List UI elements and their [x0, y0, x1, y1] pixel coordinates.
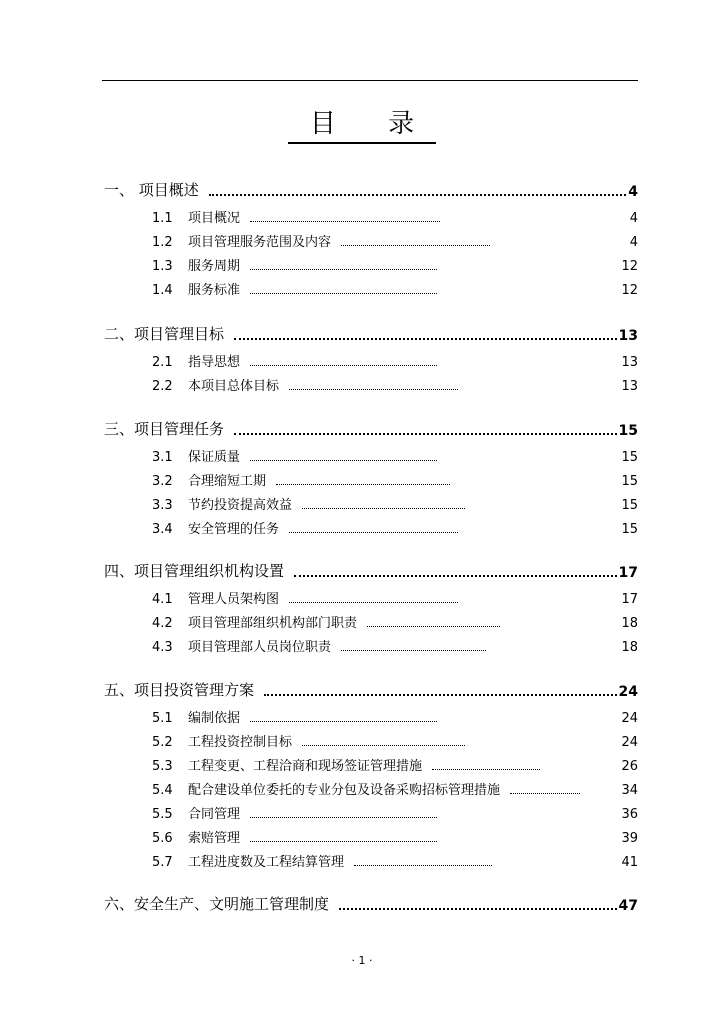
- toc-item-label: 工程投资控制目标: [188, 735, 293, 750]
- toc-item-label: 项目管理部人员岗位职责: [188, 640, 332, 655]
- dot-leader: [289, 602, 458, 603]
- toc-item[interactable]: [152, 493, 638, 513]
- dot-leader: [209, 194, 626, 196]
- toc-section-page: 47: [618, 898, 638, 914]
- toc-item-page: 4: [629, 211, 638, 226]
- dot-leader: [250, 817, 437, 818]
- toc-section-label: 二、项目管理目标: [104, 325, 225, 343]
- toc-item[interactable]: [152, 706, 638, 726]
- toc-section-4[interactable]: [104, 557, 638, 581]
- toc-item[interactable]: [152, 826, 638, 846]
- dot-leader: [264, 694, 617, 696]
- dot-leader: [341, 245, 490, 246]
- toc-item-label: 索赔管理: [188, 831, 241, 846]
- toc-item-number: 1.2: [152, 235, 173, 250]
- toc-section-label: 五、项目投资管理方案: [104, 681, 255, 699]
- dot-leader: [234, 433, 617, 435]
- toc-item-label: 节约投资提高效益: [188, 498, 293, 513]
- toc-item-number: 5.4: [152, 783, 173, 798]
- dot-leader: [354, 865, 492, 866]
- toc-item-page: 41: [621, 855, 638, 870]
- toc-item-page: 18: [621, 640, 638, 655]
- toc-section-page: 15: [618, 423, 638, 439]
- toc-item-label: 指导思想: [188, 355, 241, 370]
- dot-leader: [432, 769, 540, 770]
- toc-item-page: 15: [621, 450, 638, 465]
- toc-item-number: 3.4: [152, 522, 173, 537]
- toc-item-label: 安全管理的任务: [188, 522, 280, 537]
- dot-leader: [276, 484, 450, 485]
- toc-item-page: 12: [621, 283, 638, 298]
- toc-item[interactable]: [152, 635, 638, 655]
- toc-section-1[interactable]: [104, 176, 638, 200]
- toc-item-page: 26: [621, 759, 638, 774]
- dot-leader: [367, 626, 500, 627]
- toc-item-page: 24: [621, 711, 638, 726]
- toc-item-number: 2.1: [152, 355, 173, 370]
- toc-item[interactable]: [152, 754, 638, 774]
- toc-section-label: 四、项目管理组织机构设置: [104, 562, 285, 580]
- toc-item[interactable]: [152, 730, 638, 750]
- toc-item-label: 工程变更、工程洽商和现场签证管理措施: [188, 759, 423, 774]
- toc-item-number: 1.4: [152, 283, 173, 298]
- toc-item[interactable]: [152, 611, 638, 631]
- toc-item-label: 工程进度数及工程结算管理: [188, 855, 345, 870]
- toc-item-number: 4.3: [152, 640, 173, 655]
- toc-item-page: 15: [621, 498, 638, 513]
- toc-section-page: 4: [628, 184, 638, 200]
- toc-item[interactable]: [152, 469, 638, 489]
- toc-item-label: 保证质量: [188, 450, 241, 465]
- toc-item-page: 13: [621, 379, 638, 394]
- toc-item-number: 3.2: [152, 474, 173, 489]
- toc-title: 目 录: [288, 106, 436, 144]
- toc-section-6[interactable]: [104, 890, 638, 914]
- toc-item-label: 项目概况: [188, 211, 241, 226]
- toc-section-5[interactable]: [104, 676, 638, 700]
- toc-item[interactable]: [152, 230, 638, 250]
- toc-item[interactable]: [152, 206, 638, 226]
- toc-item-page: 15: [621, 522, 638, 537]
- dot-leader: [302, 745, 465, 746]
- toc-item-number: 5.5: [152, 807, 173, 822]
- dot-leader: [250, 460, 437, 461]
- toc-item-page: 13: [621, 355, 638, 370]
- toc-section-page: 13: [618, 328, 638, 344]
- toc-item-label: 管理人员架构图: [188, 592, 280, 607]
- dot-leader: [250, 721, 437, 722]
- toc-item-label: 服务标准: [188, 283, 241, 298]
- toc-item-number: 1.3: [152, 259, 173, 274]
- toc-item-label: 项目管理服务范围及内容: [188, 235, 332, 250]
- toc-item-number: 4.2: [152, 616, 173, 631]
- dot-leader: [250, 841, 437, 842]
- toc-section-page: 24: [618, 684, 638, 700]
- dot-leader: [289, 389, 458, 390]
- toc-item-page: 39: [621, 831, 638, 846]
- toc-item-page: 24: [621, 735, 638, 750]
- toc-item-number: 5.2: [152, 735, 173, 750]
- toc-item-page: 15: [621, 474, 638, 489]
- toc-item-label: 服务周期: [188, 259, 241, 274]
- toc-item-number: 5.6: [152, 831, 173, 846]
- toc-item-number: 5.3: [152, 759, 173, 774]
- toc-item[interactable]: [152, 374, 638, 394]
- dot-leader: [250, 293, 437, 294]
- toc-item-number: 4.1: [152, 592, 173, 607]
- toc-item-number: 2.2: [152, 379, 173, 394]
- toc-item-number: 3.1: [152, 450, 173, 465]
- toc-item-page: 17: [621, 592, 638, 607]
- page-number: · 1 ·: [351, 954, 373, 967]
- toc-item[interactable]: [152, 517, 638, 537]
- toc-section-3[interactable]: [104, 415, 638, 439]
- toc-item-label: 合理缩短工期: [188, 474, 267, 489]
- toc-item-page: 18: [621, 616, 638, 631]
- toc-item-label: 合同管理: [188, 807, 241, 822]
- dot-leader: [341, 650, 486, 651]
- toc-item[interactable]: [152, 802, 638, 822]
- toc-item[interactable]: [152, 254, 638, 274]
- dot-leader: [339, 908, 617, 910]
- toc-section-page: 17: [618, 565, 638, 581]
- toc-section-2[interactable]: [104, 320, 638, 344]
- toc-item-label: 配合建设单位委托的专业分包及设备采购招标管理措施: [188, 783, 501, 798]
- toc-item-number: 3.3: [152, 498, 173, 513]
- toc-item-page: 4: [629, 235, 638, 250]
- toc-item-number: 5.1: [152, 711, 173, 726]
- toc-item-number: 1.1: [152, 211, 173, 226]
- dot-leader: [234, 338, 617, 340]
- toc-item[interactable]: [152, 778, 638, 798]
- toc-section-label: 六、安全生产、文明施工管理制度: [104, 895, 330, 913]
- dot-leader: [302, 508, 465, 509]
- toc-item-label: 本项目总体目标: [188, 379, 280, 394]
- dot-leader: [250, 365, 437, 366]
- toc-section-label: 三、项目管理任务: [104, 420, 225, 438]
- dot-leader: [294, 575, 617, 577]
- toc-item[interactable]: [152, 850, 638, 870]
- toc-item[interactable]: [152, 587, 638, 607]
- toc-item-page: 12: [621, 259, 638, 274]
- toc-item[interactable]: [152, 278, 638, 298]
- dot-leader: [510, 793, 580, 794]
- dot-leader: [250, 221, 440, 222]
- dot-leader: [250, 269, 437, 270]
- toc-item-label: 项目管理部组织机构部门职责: [188, 616, 358, 631]
- toc-item-label: 编制依据: [188, 711, 241, 726]
- toc-item[interactable]: [152, 445, 638, 465]
- toc-item[interactable]: [152, 350, 638, 370]
- toc-item-page: 34: [621, 783, 638, 798]
- dot-leader: [289, 532, 458, 533]
- toc-item-number: 5.7: [152, 855, 173, 870]
- toc-item-page: 36: [621, 807, 638, 822]
- toc-section-label: 一、 项目概述: [104, 181, 199, 199]
